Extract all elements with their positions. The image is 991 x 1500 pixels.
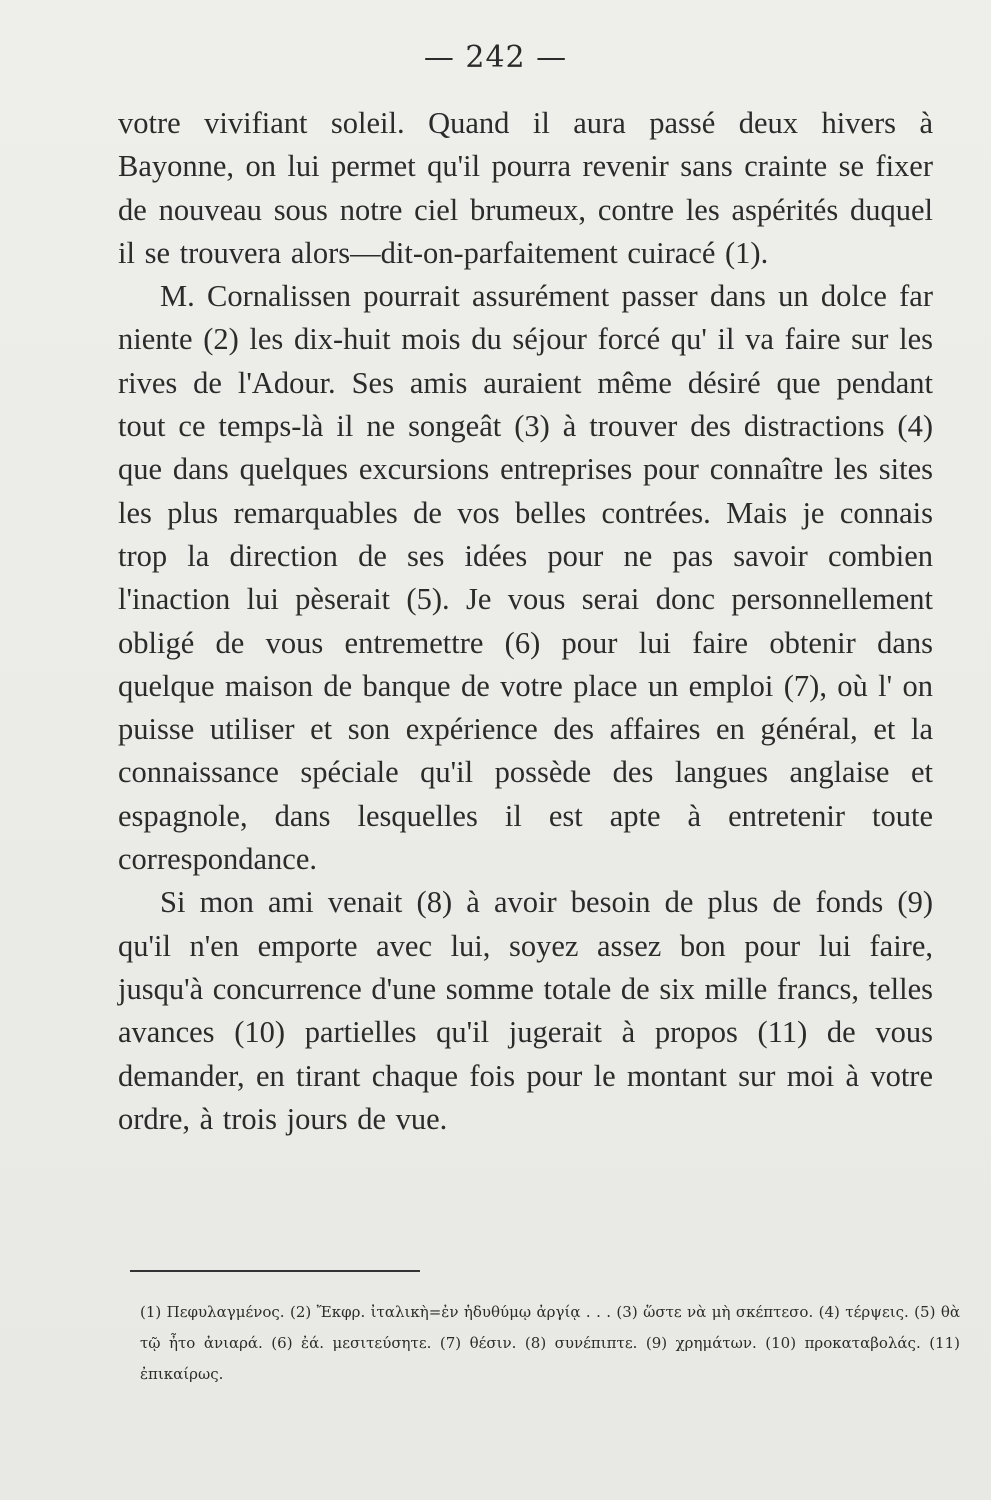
footnote-divider — [130, 1270, 420, 1272]
footnotes: (1) Πεφυλαγμένος. (2) Ἔκφρ. ἰταλικὴ=ἐν ἡδυθύμῳ ἀργίᾳ . . . (3) ὥστε νὰ μὴ σκέπτεσο. (4) τέρψεις. (5) θὰ τῷ ἦτο ἀνιαρά. (6) ἐά. μεσιτεύσητε. (7) θέσιν. (8) συνέπιπτε. (9) χρημάτων. (10) προκαταβολάς. (11) ἐπικαίρως. — [140, 1303, 960, 1383]
paragraph-1: votre vivifiant soleil. Quand il aura passé deux hivers à Bayonne, on lui permet qu'il pourra revenir sans crainte se fixer de nouveau sous notre ciel brumeux, contre les aspérités duquel il se trouvera alors—dit-on-parfaitement cuiracé (1). — [118, 106, 933, 270]
page-number: — 242 — — [423, 40, 568, 75]
paragraph-2: M. Cornalissen pourrait assurément passer dans un dolce far niente (2) les dix-huit mois du séjour forcé qu' il va faire sur les rives de l'Adour. Ses amis auraient même désiré que pendant tout ce temps-là il ne songeât (3) à trouver des distractions (4) que dans quelques excursions entreprises pour connaître les sites les plus remarquables de vos belles contrées. Mais je connais trop la direction de ses idées pour ne pas savoir combien l'inaction lui pèserait (5). Je vous serai donc personnellement obligé de vous entremettre (6) pour lui faire obtenir dans quelque maison de banque de votre place un emploi (7), où l' on puisse utiliser et son expérience des affaires en général, et la connaissance spéciale qu'il possède des langues anglaise et espagnole, dans lesquelles il est apte à entretenir toute correspondance. — [118, 279, 933, 877]
paragraph-3: Si mon ami venait (8) à avoir besoin de plus de fonds (9) qu'il n'en emporte avec lui, soyez assez bon pour lui faire, jusqu'à concurrence d'une somme totale de six mille francs, telles avances (10) partielles qu'il jugerait à propos (11) de vous demander, en tirant chaque fois pour le montant sur moi à votre ordre, à trois jours de vue. — [118, 885, 933, 1136]
body-text — [118, 102, 933, 1141]
